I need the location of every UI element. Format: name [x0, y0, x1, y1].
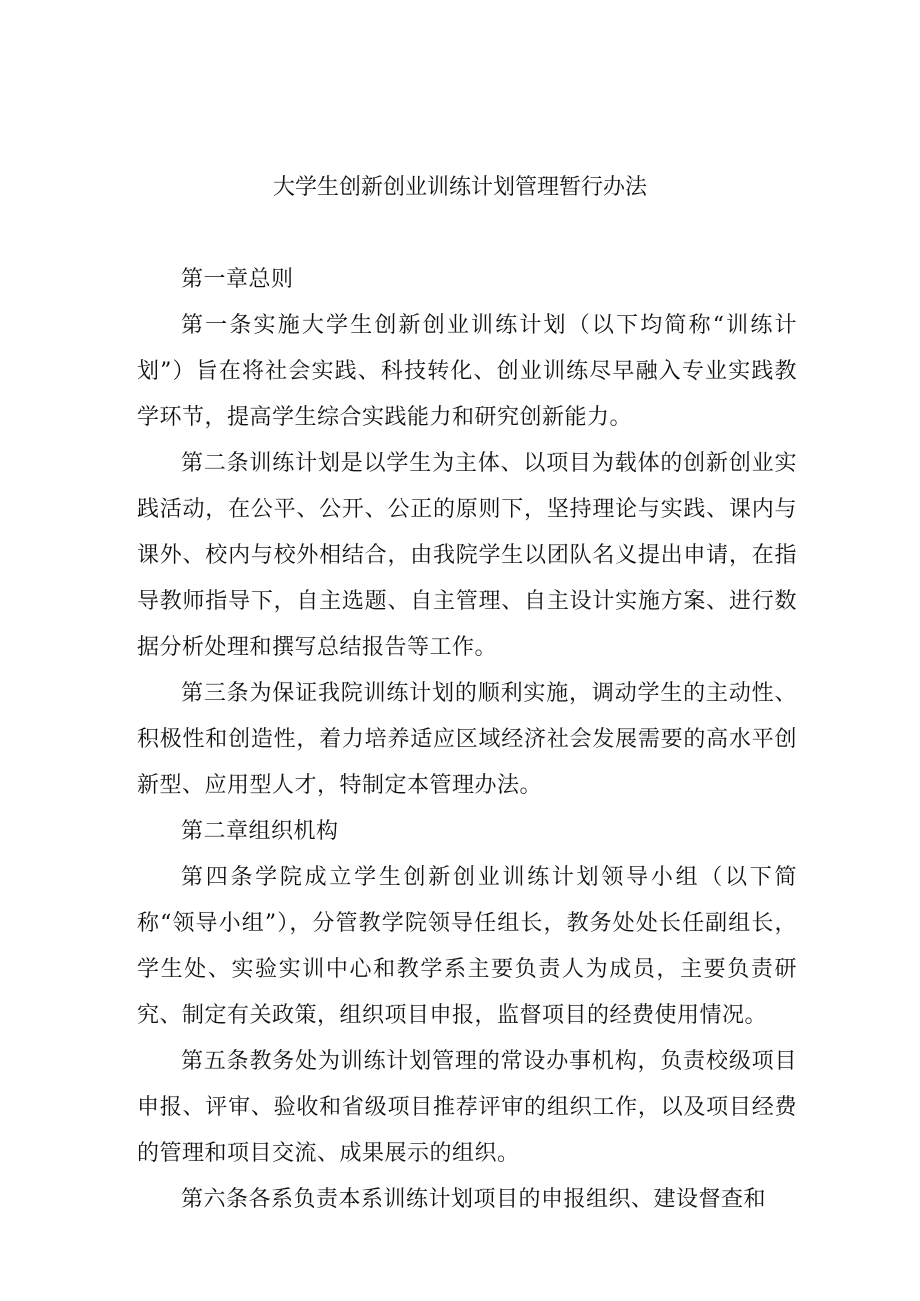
article-4: 第四条学院成立学生创新创业训练计划领导小组（以下简称“领导小组”），分管教学院领导任组长，教务处处长任副组长，学生处、实验实训中心和教学系主要负责人为成员，主要负责研究、制定有关政策，组织项目申报，监督项目的经费使用情况。	[137, 865, 797, 1028]
article-1: 第一条实施大学生创新创业训练计划（以下均简称“训练计划”）旨在将社会实践、科技转化、创业训练尽早融入专业实践教学环节，提高学生综合实践能力和研究创新能力。	[137, 313, 797, 430]
document-title: 大学生创新创业训练计划管理暂行办法	[272, 175, 647, 200]
article-5: 第五条教务处为训练计划管理的常设办事机构，负责校级项目申报、评审、验收和省级项目推荐评审的组织工作，以及项目经费的管理和项目交流、成果展示的组织。	[137, 1049, 797, 1166]
article-6: 第六条各系负责本系训练计划项目的申报组织、建设督查和	[181, 1187, 767, 1212]
article-2: 第二条训练计划是以学生为主体、以项目为载体的创新创业实践活动，在公平、公开、公正的原则下，坚持理论与实践、课内与课外、校内与校外相结合，由我院学生以团队名义提出申请，在指导教师指导下，自主选题、自主管理、自主设计实施方案、进行数据分析处理和撰写总结报告等工作。	[137, 451, 797, 660]
document-body	[137, 257, 797, 1223]
chapter-heading-general: 第一章总则	[181, 267, 294, 292]
chapter-heading-organization: 第二章组织机构	[181, 819, 339, 844]
article-3: 第三条为保证我院训练计划的顺利实施，调动学生的主动性、积极性和创造性，着力培养适应区域经济社会发展需要的高水平创新型、应用型人才，特制定本管理办法。	[137, 681, 797, 798]
